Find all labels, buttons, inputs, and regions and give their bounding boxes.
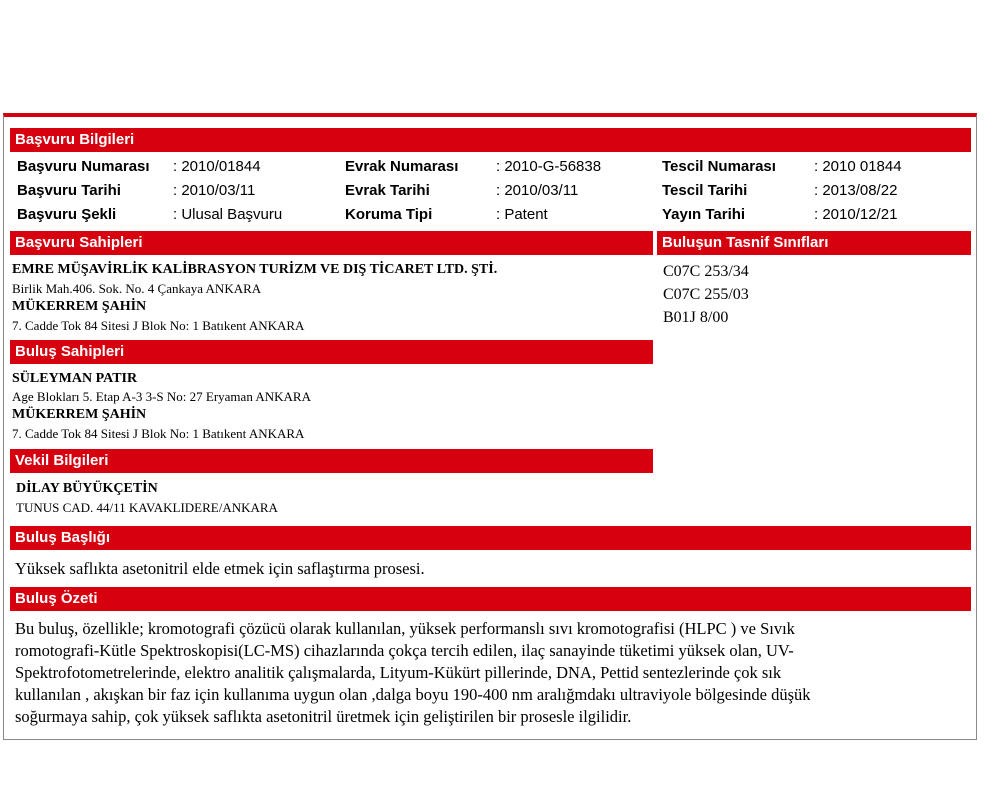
section-header-vekil-bilgileri: Vekil Bilgileri	[10, 449, 653, 473]
invention-abstract	[15, 618, 965, 728]
value-tescil-tarihi: : 2013/08/22	[814, 182, 898, 199]
label-basvuru-numarasi: Başvuru Numarası	[17, 158, 150, 175]
section-header-bulus-basligi: Buluş Başlığı	[10, 526, 971, 550]
label-evrak-tarihi: Evrak Tarihi	[345, 182, 430, 199]
inventor-address: Age Blokları 5. Etap A-3 3-S No: 27 Eryaman ANKARA	[12, 389, 311, 404]
classification-code: C07C 253/34	[663, 263, 749, 280]
abstract-line: Spektrofotometrelerinde, elektro analitik çalışmalarda, Lityum-Kükürt pillerinde, DNA, Pettid sentezlerinde çok sık	[15, 663, 782, 682]
value-evrak-numarasi: : 2010-G-56838	[496, 158, 602, 175]
section-header-basvuru-sahipleri: Başvuru Sahipleri	[10, 231, 653, 255]
value-evrak-tarihi: : 2010/03/11	[496, 182, 579, 199]
value-basvuru-sekli: : Ulusal Başvuru	[173, 206, 283, 223]
applicant-address: Birlik Mah.406. Sok. No. 4 Çankaya ANKARA	[12, 281, 262, 296]
value-basvuru-tarihi: : 2010/03/11	[173, 182, 256, 199]
abstract-line: romotografi-Kütle Spektroskopisi(LC-MS) cihazlarında çokça tercih edilen, ilaç sanayinde tüketimi yüksek olan, UV-	[15, 641, 794, 660]
value-koruma-tipi: : Patent	[496, 206, 548, 223]
classification-code: C07C 255/03	[663, 286, 749, 303]
label-tescil-tarihi: Tescil Tarihi	[662, 182, 748, 199]
section-header-basvuru-bilgileri: Başvuru Bilgileri	[10, 128, 971, 152]
abstract-line: soğurmaya sahip, çok yüksek saflıkta asetonitril üretmek için geliştirilen bir prosesle ilgilidir.	[15, 707, 632, 726]
label-basvuru-tarihi: Başvuru Tarihi	[17, 182, 121, 199]
applicant-name: MÜKERREM ŞAHİN	[12, 299, 147, 314]
value-tescil-numarasi: : 2010 01844	[814, 158, 902, 175]
classification-code: B01J 8/00	[663, 309, 729, 326]
section-header-tasnif-siniflari: Buluşun Tasnif Sınıfları	[657, 231, 971, 255]
abstract-line: kullanılan , akışkan bir faz için kullanıma uygun olan ,dalga boyu 190-400 nm aralığmdakı ultraviyole bölgesinde düşük	[15, 685, 811, 704]
inventor-name: SÜLEYMAN PATIR	[12, 371, 138, 386]
section-header-bulus-ozeti: Buluş Özeti	[10, 587, 971, 611]
inventor-name: MÜKERREM ŞAHİN	[12, 407, 147, 422]
applicant-name: EMRE MÜŞAVİRLİK KALİBRASYON TURİZM VE DIŞ TİCARET LTD. ŞTİ.	[12, 262, 498, 277]
abstract-line: Bu buluş, özellikle; kromotografi çözücü olarak kullanılan, yüksek performanslı sıvı kromotografisi (HLPC ) ve Sıvık	[15, 619, 795, 638]
invention-title: Yüksek saflıkta asetonitril elde etmek için saflaştırma prosesi.	[15, 559, 425, 578]
inventor-address: 7. Cadde Tok 84 Sitesi J Blok No: 1 Batıkent ANKARA	[12, 426, 305, 441]
value-basvuru-numarasi: : 2010/01844	[173, 158, 261, 175]
section-header-bulus-sahipleri: Buluş Sahipleri	[10, 340, 653, 364]
label-tescil-numarasi: Tescil Numarası	[662, 158, 776, 175]
label-koruma-tipi: Koruma Tipi	[345, 206, 433, 223]
attorney-name: DİLAY BÜYÜKÇETİN	[16, 481, 158, 496]
attorney-address: TUNUS CAD. 44/11 KAVAKLIDERE/ANKARA	[16, 500, 278, 515]
applicant-address: 7. Cadde Tok 84 Sitesi J Blok No: 1 Batıkent ANKARA	[12, 318, 305, 333]
label-evrak-numarasi: Evrak Numarası	[345, 158, 459, 175]
value-yayin-tarihi: : 2010/12/21	[814, 206, 898, 223]
label-basvuru-sekli: Başvuru Şekli	[17, 206, 117, 223]
label-yayin-tarihi: Yayın Tarihi	[662, 206, 746, 223]
